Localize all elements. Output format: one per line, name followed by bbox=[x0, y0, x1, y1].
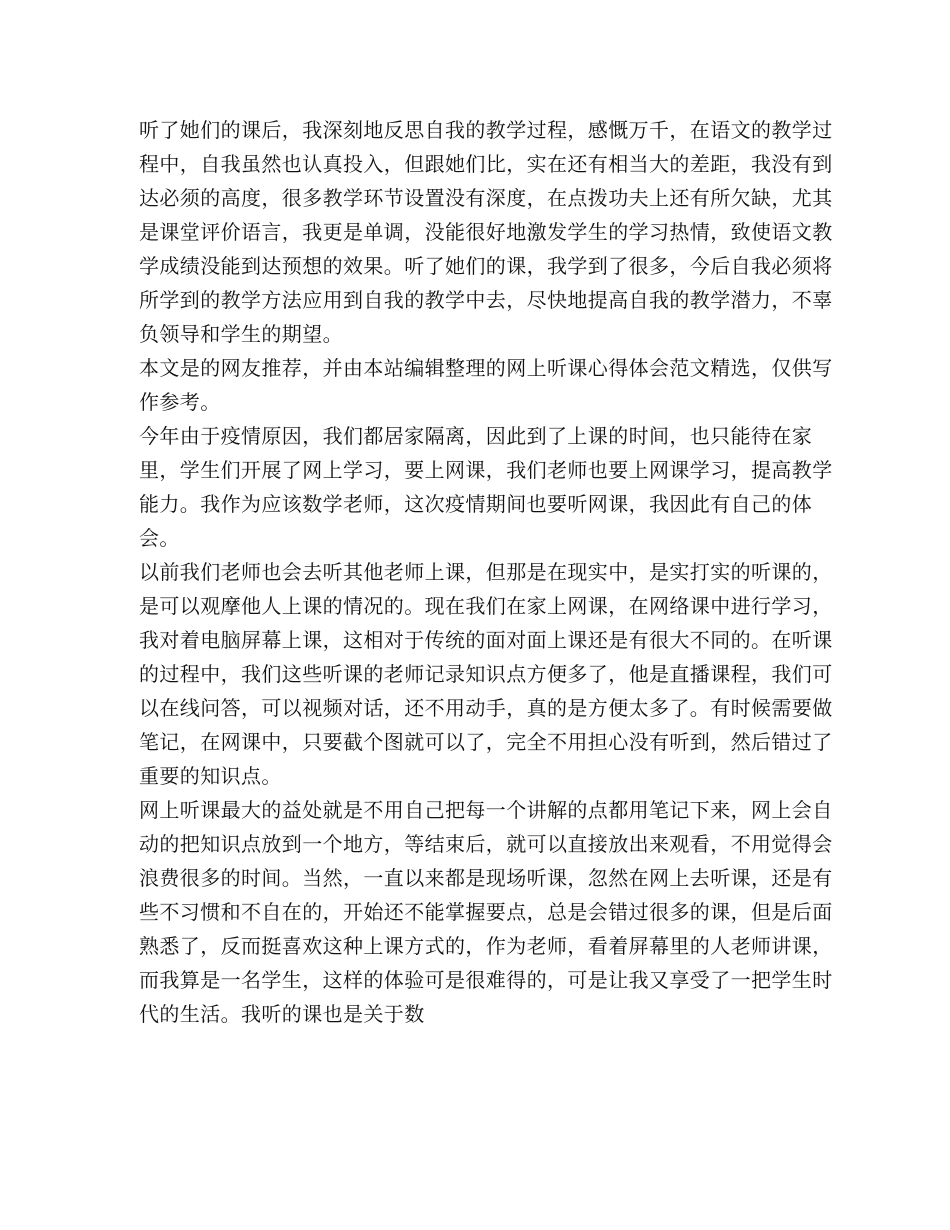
document-body bbox=[139, 113, 839, 1031]
paragraph-1: 听了她们的课后，我深刻地反思自我的教学过程，感慨万千，在语文的教学过程中，自我虽然也认真投入，但跟她们比，实在还有相当大的差距，我没有到达必须的高度，很多教学环节设置没有深度，在点拨功夫上还有所欠缺，尤其是课堂评价语言，我更是单调，没能很好地激发学生的学习热情，致使语文教学成绩没能到达预想的效果。听了她们的课，我学到了很多，今后自我必须将所学到的教学方法应用到自我的教学中去，尽快地提高自我的教学潜力，不辜负领导和学生的期望。 bbox=[139, 118, 833, 346]
paragraph-3: 今年由于疫情原因，我们都居家隔离，因此到了上课的时间，也只能待在家里，学生们开展了网上学习，要上网课，我们老师也要上网课学习，提高教学能力。我作为应该数学老师，这次疫情期间也要听网课，我因此有自己的体会。 bbox=[139, 424, 833, 550]
paragraph-4: 以前我们老师也会去听其他老师上课，但那是在现实中，是实打实的听课的，是可以观摩他人上课的情况的。现在我们在家上网课，在网络课中进行学习，我对着电脑屏幕上课，这相对于传统的面对面上课还是有很大不同的。在听课的过程中，我们这些听课的老师记录知识点方便多了，他是直播课程，我们可以在线问答，可以视频对话，还不用动手，真的是方便太多了。有时候需要做笔记，在网课中，只要截个图就可以了，完全不用担心没有听到，然后错过了重要的知识点。 bbox=[139, 560, 833, 788]
paragraph-2: 本文是的网友推荐，并由本站编辑整理的网上听课心得体会范文精选，仅供写作参考。 bbox=[139, 356, 833, 414]
paragraph-5: 网上听课最大的益处就是不用自己把每一个讲解的点都用笔记下来，网上会自动的把知识点放到一个地方，等结束后，就可以直接放出来观看，不用觉得会浪费很多的时间。当然，一直以来都是现场听课，忽然在网上去听课，还是有些不习惯和不自在的，开始还不能掌握要点，总是会错过很多的课，但是后面熟悉了，反而挺喜欢这种上课方式的，作为老师，看着屏幕里的人老师讲课，而我算是一名学生，这样的体验可是很难得的，可是让我又享受了一把学生时代的生活。我听的课也是关于数 bbox=[139, 798, 833, 1026]
